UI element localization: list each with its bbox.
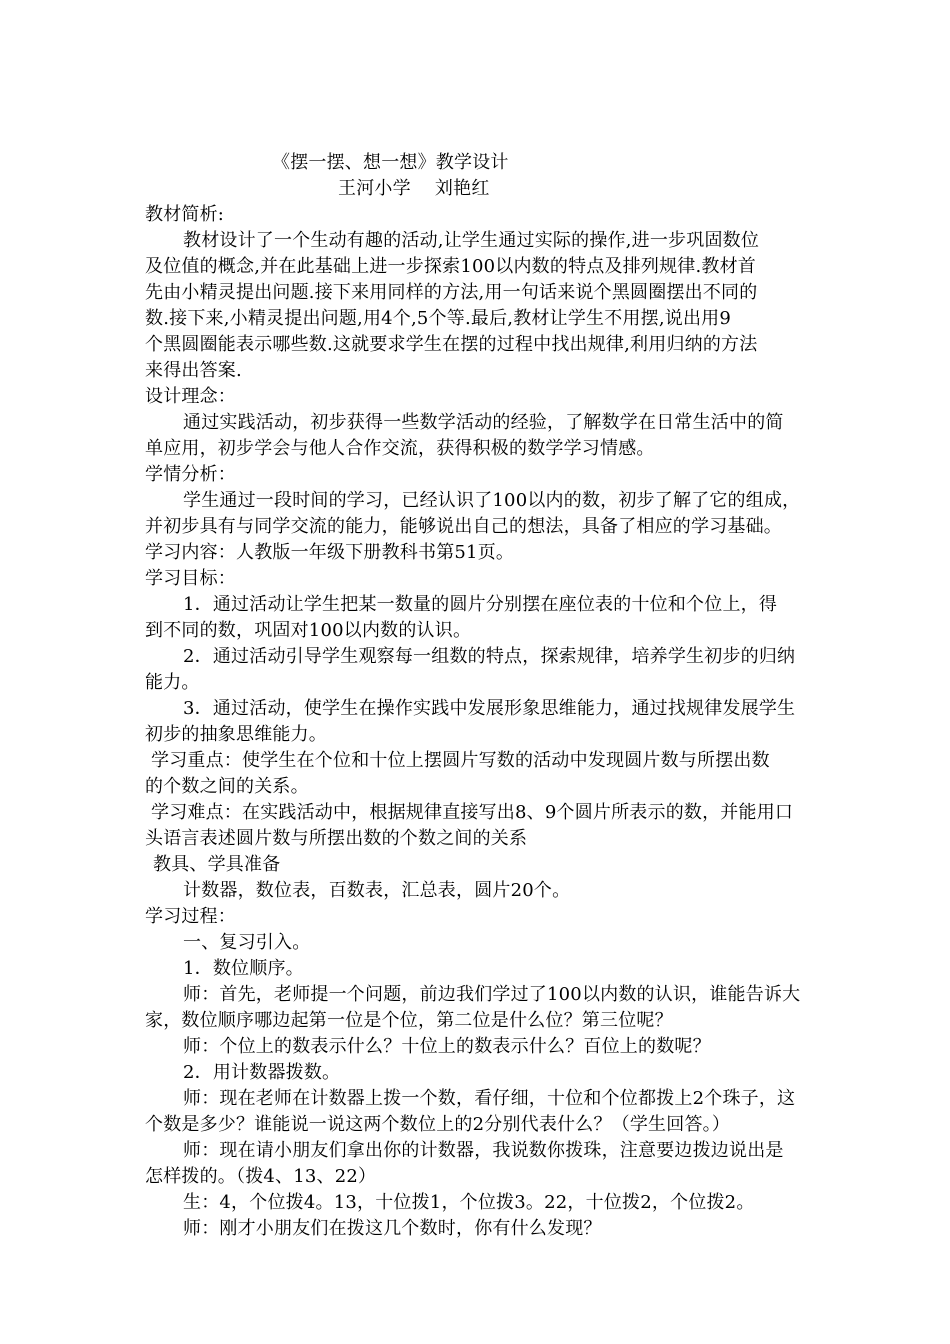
paragraph-line: 的个数之间的关系。 (145, 776, 309, 797)
section-heading: 教材简析: (145, 204, 225, 225)
section-heading: 学习难点：在实践活动中，根据规律直接写出8、9个圆片所表示的数，并能用口 (151, 802, 794, 823)
paragraph-line: 个数是多少？谁能说一说这两个数位上的2分别代表什么？（学生回答。） (145, 1114, 731, 1135)
paragraph-line: 师：首先，老师提一个问题，前边我们学过了100以内数的认识，谁能告诉大 (183, 984, 801, 1005)
paragraph-line: 一、复习引入。 (183, 932, 311, 953)
paragraph-line: 单应用，初步学会与他人合作交流，获得积极的数学学习情感。 (145, 438, 655, 459)
section-heading: 学习重点：使学生在个位和十位上摆圆片写数的活动中发现圆片数与所摆出数 (151, 750, 770, 771)
paragraph-line: 及位值的概念,并在此基础上进一步探索100以内数的特点及排列规律.教材首 (145, 256, 756, 277)
section-heading: 学习内容：人教版一年级下册教科书第51页。 (145, 542, 515, 563)
paragraph-line: 2．用计数器拨数。 (183, 1062, 341, 1083)
paragraph-line: 1．通过活动让学生把某一数量的圆片分别摆在座位表的十位和个位上，得 (183, 594, 778, 615)
paragraph-line: 师：现在请小朋友们拿出你的计数器，我说数你拨珠，注意要边拨边说出是 (183, 1140, 784, 1161)
section-heading: 设计理念： (145, 386, 236, 407)
paragraph-line: 学生通过一段时间的学习，已经认识了100以内的数，初步了解了它的组成， (183, 490, 801, 511)
paragraph-line: 头语言表述圆片数与所摆出数的个数之间的关系 (145, 828, 528, 849)
paragraph-line: 先由小精灵提出问题.接下来用同样的方法,用一句话来说个黑圆圈摆出不同的 (145, 282, 758, 303)
paragraph-line: 怎样拨的。（拨4、13、22） (145, 1166, 377, 1187)
document-title: 《摆一摆、想一想》教学设计 (272, 152, 509, 173)
paragraph-line: 初步的抽象思维能力。 (145, 724, 327, 745)
section-heading: 学习过程： (145, 906, 236, 927)
section-heading: 学情分析： (145, 464, 236, 485)
paragraph-line: 并初步具有与同学交流的能力，能够说出自己的想法，具备了相应的学习基础。 (145, 516, 782, 537)
section-heading: 学习目标： (145, 568, 236, 589)
paragraph-line: 师：刚才小朋友们在拨这几个数时，你有什么发现？ (183, 1218, 602, 1239)
paragraph-line: 教材设计了一个生动有趣的活动,让学生通过实际的操作,进一步巩固数位 (183, 230, 760, 251)
document-author: 王河小学 刘艳红 (338, 178, 490, 199)
section-heading: 教具、学具准备 (153, 854, 281, 875)
paragraph-line: 来得出答案. (145, 360, 242, 381)
paragraph-line: 师：个位上的数表示什么？十位上的数表示什么？百位上的数呢？ (183, 1036, 711, 1057)
paragraph-line: 计数器，数位表，百数表，汇总表，圆片20个。 (183, 880, 571, 901)
paragraph-line: 数.接下来,小精灵提出问题,用4个,5个等.最后,教材让学生不用摆,说出用9 (145, 308, 732, 329)
paragraph-line: 家，数位顺序哪边起第一位是个位，第二位是什么位？第三位呢？ (145, 1010, 673, 1031)
paragraph-line: 3．通过活动，使学生在操作实践中发展形象思维能力，通过找规律发展学生 (183, 698, 796, 719)
paragraph-line: 到不同的数，巩固对100以内数的认识。 (145, 620, 472, 641)
paragraph-line: 师：现在老师在计数器上拨一个数，看仔细，十位和个位都拨上2个珠子，这 (183, 1088, 796, 1109)
paragraph-line: 2．通过活动引导学生观察每一组数的特点，探索规律，培养学生初步的归纳 (183, 646, 796, 667)
paragraph-line: 通过实践活动，初步获得一些数学活动的经验，了解数学在日常生活中的简 (183, 412, 784, 433)
paragraph-line: 能力。 (145, 672, 200, 693)
paragraph-line: 1．数位顺序。 (183, 958, 304, 979)
paragraph-line: 生：4，个位拨4。13，十位拨1，个位拨3。22，十位拨2，个位拨2。 (183, 1192, 755, 1213)
paragraph-line: 个黑圆圈能表示哪些数.这就要求学生在摆的过程中找出规律,利用归纳的方法 (145, 334, 758, 355)
